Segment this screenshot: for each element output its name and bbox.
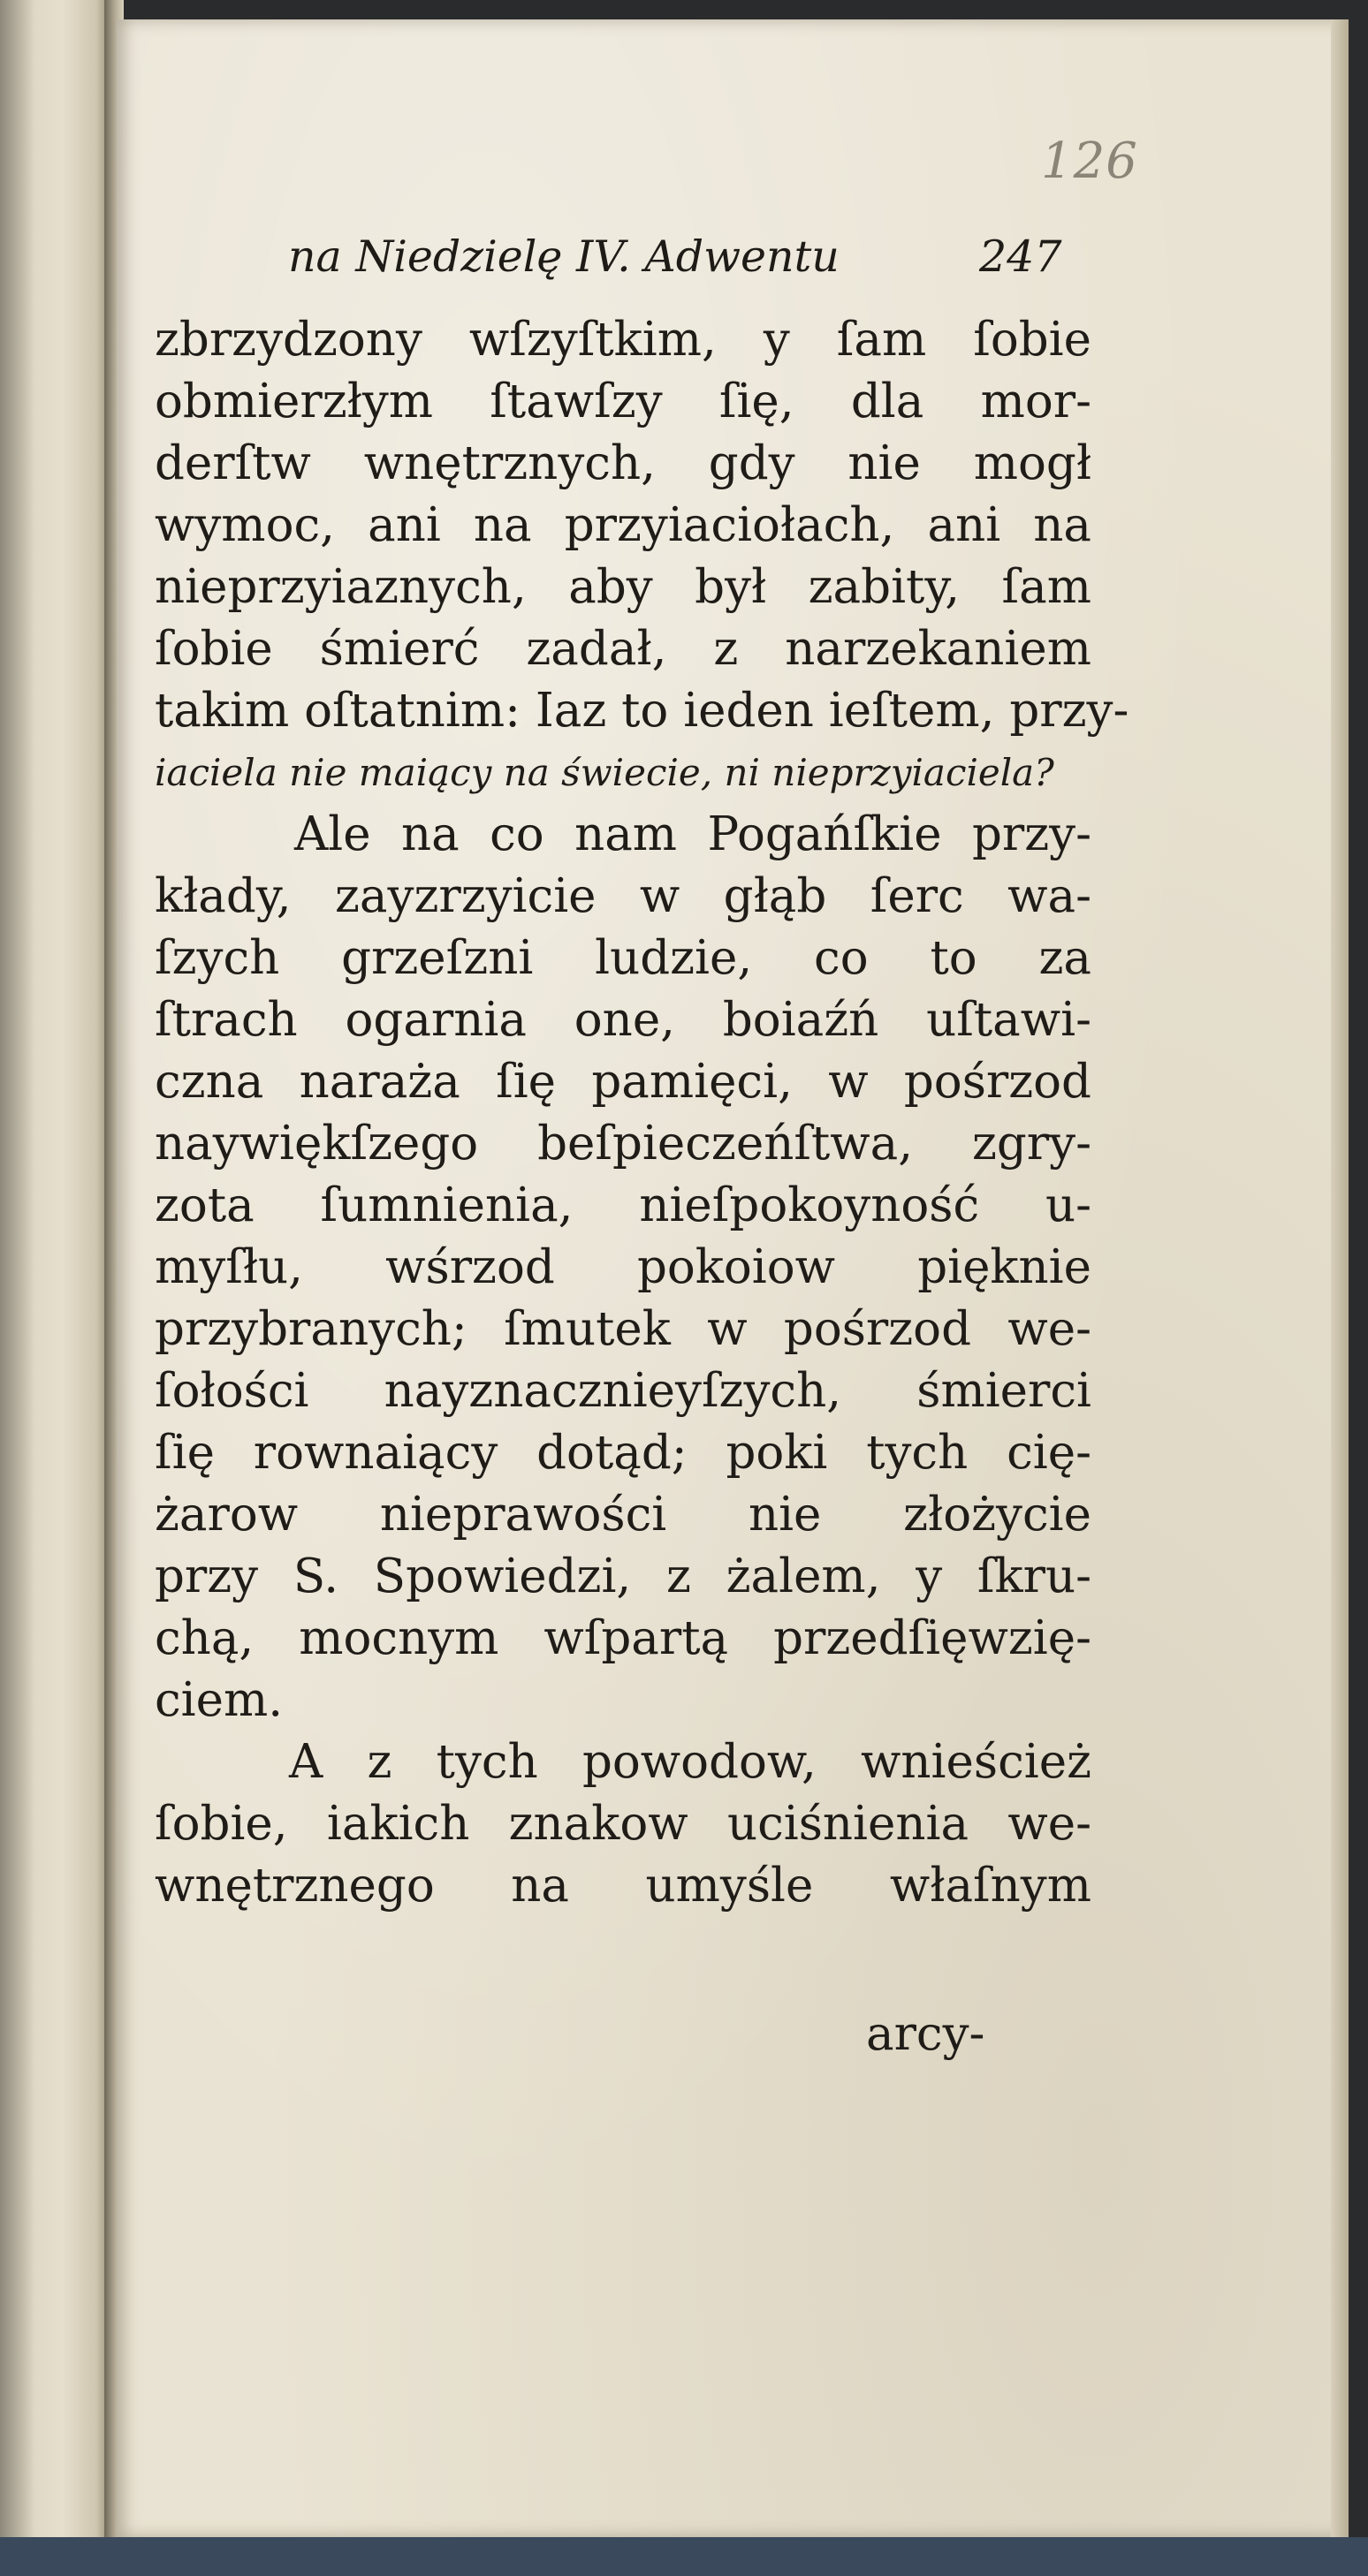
text-line: ſołości nayznacznieyſzych, śmierci bbox=[155, 1364, 1091, 1418]
text-line: nieprzyiaznych, aby był zabity, ſam bbox=[155, 560, 1091, 614]
text-line: obmierzłym ſtawſzy ſię, dla mor- bbox=[155, 375, 1091, 428]
text-line: zbrzydzony wſzyſtkim, y ſam ſobie bbox=[155, 313, 1091, 367]
text-line: chą, mocnym wſpartą przedſięwzię- bbox=[155, 1611, 1091, 1665]
text-line: ſobie śmierć zadał, z narzekaniem bbox=[155, 622, 1091, 676]
text-line: wymoc, ani na przyiaciołach, ani na bbox=[155, 498, 1091, 552]
text-line: żarow nieprawości nie złożycie bbox=[155, 1488, 1091, 1542]
facing-page-shadow bbox=[0, 0, 35, 2537]
scanner-background bbox=[0, 2537, 1368, 2576]
text-line: takim oſtatnim: Iaz to ieden ieſtem, przy- bbox=[155, 684, 1129, 738]
text-line: ſię rownaiący dotąd; poki tych cię- bbox=[155, 1426, 1091, 1480]
text-line: zota ſumnienia, nieſpokoyność u- bbox=[155, 1178, 1091, 1232]
page-number: 247 bbox=[979, 231, 1062, 282]
text-line: ſobie, iakich znakow uciśnienia we- bbox=[155, 1797, 1091, 1851]
paragraph-start: Ale na co nam Pogańſkie przy- bbox=[294, 807, 1091, 861]
pencil-folio-number: 126 bbox=[1041, 133, 1138, 190]
catchword: arcy- bbox=[866, 2007, 985, 2061]
text-line: wnętrznego na umyśle właſnym bbox=[155, 1859, 1091, 1913]
body-text bbox=[155, 309, 1129, 1917]
text-line-italic: iaciela nie maiący na świecie, ni nieprzyiaciela? bbox=[155, 751, 1054, 794]
text-line: derſtw wnętrznych, gdy nie mogł bbox=[155, 436, 1091, 490]
text-line: czna naraża ſię pamięci, w pośrzod bbox=[155, 1055, 1091, 1109]
text-line: ſzych grzeſzni ludzie, co to za bbox=[155, 931, 1091, 985]
text-line: kłady, zayzrzyicie w głąb ſerc wa- bbox=[155, 869, 1091, 923]
text-line: myſłu, wśrzod pokoiow pięknie bbox=[155, 1240, 1091, 1294]
text-line: naywiękſzego beſpieczeńſtwa, zgry- bbox=[155, 1117, 1091, 1171]
page-edge bbox=[1331, 19, 1349, 2537]
text-line: ſtrach ogarnia one, boiaźń uſtawi- bbox=[155, 993, 1091, 1047]
text-line: przy S. Spowiedzi, z żalem, y ſkru- bbox=[155, 1549, 1091, 1603]
paragraph-start: A z tych powodow, wnieścież bbox=[289, 1735, 1091, 1789]
text-line: ciem. bbox=[155, 1673, 284, 1727]
running-head: na Niedzielę IV. Adwentu bbox=[288, 231, 840, 282]
text-line: przybranych; ſmutek w pośrzod we- bbox=[155, 1302, 1091, 1356]
